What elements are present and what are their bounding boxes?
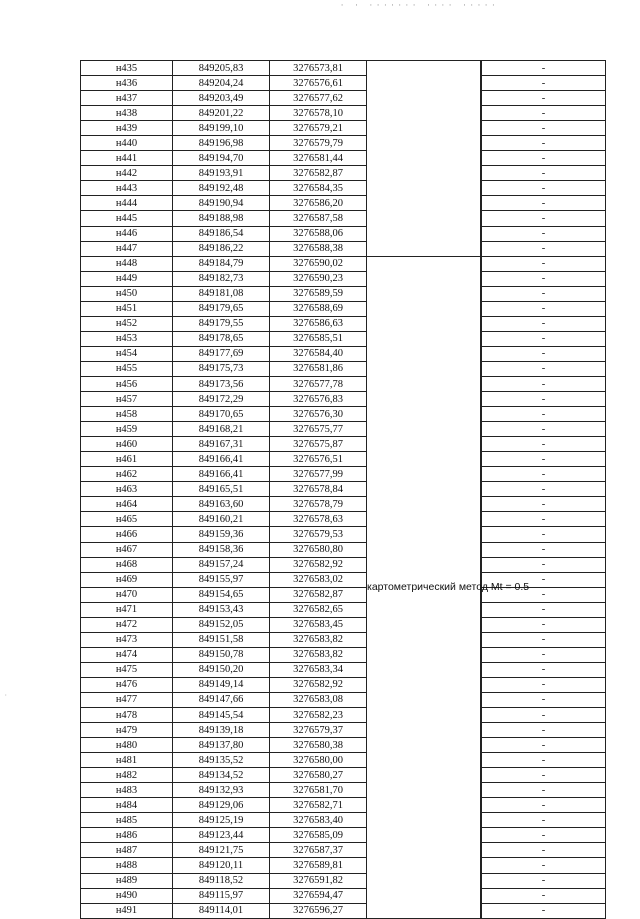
- accuracy-cell: -: [482, 241, 606, 256]
- point-id-cell: н473: [81, 632, 173, 647]
- table-row: [81, 346, 606, 361]
- point-id-cell: н440: [81, 136, 173, 151]
- y-coordinate-cell: 3276579,53: [270, 527, 367, 542]
- point-id-cell: н471: [81, 602, 173, 617]
- accuracy-cell: -: [482, 121, 606, 136]
- y-coordinate-cell: 3276583,45: [270, 617, 367, 632]
- coordinates-table: [80, 60, 606, 919]
- x-coordinate-cell: 849158,36: [173, 542, 270, 557]
- point-id-cell: н466: [81, 527, 173, 542]
- x-coordinate-cell: 849186,54: [173, 226, 270, 241]
- accuracy-cell: -: [482, 106, 606, 121]
- accuracy-cell: -: [482, 76, 606, 91]
- y-coordinate-cell: 3276578,10: [270, 106, 367, 121]
- accuracy-cell: -: [482, 301, 606, 316]
- accuracy-cell: -: [482, 903, 606, 918]
- accuracy-cell: -: [482, 858, 606, 873]
- accuracy-cell: -: [482, 376, 606, 391]
- x-coordinate-cell: 849123,44: [173, 828, 270, 843]
- accuracy-cell: -: [482, 798, 606, 813]
- table-row: [81, 271, 606, 286]
- table-row: [81, 858, 606, 873]
- x-coordinate-cell: 849120,11: [173, 858, 270, 873]
- accuracy-cell: -: [482, 512, 606, 527]
- accuracy-cell: -: [482, 572, 606, 587]
- accuracy-cell: -: [482, 226, 606, 241]
- accuracy-cell: -: [482, 437, 606, 452]
- table-row: [81, 91, 606, 106]
- table-row: [81, 392, 606, 407]
- point-id-cell: н456: [81, 376, 173, 391]
- table-row: [81, 211, 606, 226]
- x-coordinate-cell: 849118,52: [173, 873, 270, 888]
- y-coordinate-cell: 3276587,58: [270, 211, 367, 226]
- y-coordinate-cell: 3276581,44: [270, 151, 367, 166]
- table-row: [81, 843, 606, 858]
- accuracy-cell: -: [482, 783, 606, 798]
- y-coordinate-cell: 3276583,08: [270, 692, 367, 707]
- point-id-cell: н479: [81, 723, 173, 738]
- point-id-cell: н470: [81, 587, 173, 602]
- y-coordinate-cell: 3276575,77: [270, 422, 367, 437]
- point-id-cell: н438: [81, 106, 173, 121]
- table-row: [81, 753, 606, 768]
- point-id-cell: н486: [81, 828, 173, 843]
- x-coordinate-cell: 849194,70: [173, 151, 270, 166]
- y-coordinate-cell: 3276578,63: [270, 512, 367, 527]
- table-row: [81, 813, 606, 828]
- accuracy-cell: -: [482, 482, 606, 497]
- x-coordinate-cell: 849152,05: [173, 617, 270, 632]
- y-coordinate-cell: 3276585,09: [270, 828, 367, 843]
- y-coordinate-cell: 3276583,40: [270, 813, 367, 828]
- x-coordinate-cell: 849145,54: [173, 708, 270, 723]
- accuracy-cell: -: [482, 677, 606, 692]
- point-id-cell: н478: [81, 708, 173, 723]
- table-row: [81, 256, 606, 271]
- table-row: [81, 316, 606, 331]
- table-row: [81, 828, 606, 843]
- point-id-cell: н449: [81, 271, 173, 286]
- point-id-cell: н467: [81, 542, 173, 557]
- y-coordinate-cell: 3276580,00: [270, 753, 367, 768]
- y-coordinate-cell: 3276577,99: [270, 467, 367, 482]
- point-id-cell: н481: [81, 753, 173, 768]
- y-coordinate-cell: 3276591,82: [270, 873, 367, 888]
- y-coordinate-cell: 3276586,20: [270, 196, 367, 211]
- accuracy-cell: -: [482, 61, 606, 76]
- x-coordinate-cell: 849159,36: [173, 527, 270, 542]
- point-id-cell: н443: [81, 181, 173, 196]
- point-id-cell: н444: [81, 196, 173, 211]
- point-id-cell: н465: [81, 512, 173, 527]
- table-row: [81, 136, 606, 151]
- y-coordinate-cell: 3276576,51: [270, 452, 367, 467]
- point-id-cell: н457: [81, 392, 173, 407]
- accuracy-cell: -: [482, 181, 606, 196]
- point-id-cell: н442: [81, 166, 173, 181]
- y-coordinate-cell: 3276590,23: [270, 271, 367, 286]
- x-coordinate-cell: 849114,01: [173, 903, 270, 918]
- y-coordinate-cell: 3276596,27: [270, 903, 367, 918]
- point-id-cell: н462: [81, 467, 173, 482]
- accuracy-cell: -: [482, 647, 606, 662]
- table-row: [81, 61, 606, 76]
- point-id-cell: н474: [81, 647, 173, 662]
- x-coordinate-cell: 849179,55: [173, 316, 270, 331]
- x-coordinate-cell: 849178,65: [173, 331, 270, 346]
- accuracy-cell: -: [482, 361, 606, 376]
- accuracy-cell: -: [482, 527, 606, 542]
- y-coordinate-cell: 3276588,69: [270, 301, 367, 316]
- table-row: [81, 647, 606, 662]
- y-coordinate-cell: 3276580,38: [270, 738, 367, 753]
- point-id-cell: н460: [81, 437, 173, 452]
- table-row: [81, 617, 606, 632]
- x-coordinate-cell: 849170,65: [173, 407, 270, 422]
- point-id-cell: н446: [81, 226, 173, 241]
- table-row: [81, 151, 606, 166]
- accuracy-cell: -: [482, 602, 606, 617]
- table-row: [81, 903, 606, 918]
- y-coordinate-cell: 3276580,27: [270, 768, 367, 783]
- point-id-cell: н453: [81, 331, 173, 346]
- point-id-cell: н445: [81, 211, 173, 226]
- y-coordinate-cell: 3276578,79: [270, 497, 367, 512]
- accuracy-cell: -: [482, 692, 606, 707]
- y-coordinate-cell: 3276579,37: [270, 723, 367, 738]
- x-coordinate-cell: 849121,75: [173, 843, 270, 858]
- x-coordinate-cell: 849172,29: [173, 392, 270, 407]
- table-row: [81, 301, 606, 316]
- table-row: [81, 692, 606, 707]
- table-row: [81, 407, 606, 422]
- x-coordinate-cell: 849203,49: [173, 91, 270, 106]
- y-coordinate-cell: 3276584,40: [270, 346, 367, 361]
- accuracy-cell: -: [482, 346, 606, 361]
- accuracy-cell: -: [482, 331, 606, 346]
- accuracy-cell: -: [482, 211, 606, 226]
- y-coordinate-cell: 3276582,23: [270, 708, 367, 723]
- accuracy-cell: -: [482, 557, 606, 572]
- point-id-cell: н454: [81, 346, 173, 361]
- accuracy-cell: -: [482, 813, 606, 828]
- x-coordinate-cell: 849177,69: [173, 346, 270, 361]
- table-row: [81, 632, 606, 647]
- x-coordinate-cell: 849129,06: [173, 798, 270, 813]
- point-id-cell: н487: [81, 843, 173, 858]
- y-coordinate-cell: 3276583,82: [270, 632, 367, 647]
- y-coordinate-cell: 3276583,82: [270, 647, 367, 662]
- point-id-cell: н480: [81, 738, 173, 753]
- x-coordinate-cell: 849157,24: [173, 557, 270, 572]
- point-id-cell: н483: [81, 783, 173, 798]
- table-row: [81, 166, 606, 181]
- y-coordinate-cell: 3276582,92: [270, 677, 367, 692]
- point-id-cell: н475: [81, 662, 173, 677]
- point-id-cell: н439: [81, 121, 173, 136]
- x-coordinate-cell: 849151,58: [173, 632, 270, 647]
- point-id-cell: н477: [81, 692, 173, 707]
- table-row: [81, 331, 606, 346]
- x-coordinate-cell: 849192,48: [173, 181, 270, 196]
- accuracy-cell: -: [482, 738, 606, 753]
- table-row: [81, 738, 606, 753]
- x-coordinate-cell: 849125,19: [173, 813, 270, 828]
- accuracy-cell: -: [482, 271, 606, 286]
- x-coordinate-cell: 849179,65: [173, 301, 270, 316]
- point-id-cell: н458: [81, 407, 173, 422]
- y-coordinate-cell: 3276578,84: [270, 482, 367, 497]
- x-coordinate-cell: 849188,98: [173, 211, 270, 226]
- accuracy-cell: -: [482, 768, 606, 783]
- accuracy-cell: -: [482, 452, 606, 467]
- y-coordinate-cell: 3276588,06: [270, 226, 367, 241]
- table-row: [81, 708, 606, 723]
- y-coordinate-cell: 3276582,71: [270, 798, 367, 813]
- point-id-cell: н452: [81, 316, 173, 331]
- point-id-cell: н485: [81, 813, 173, 828]
- y-coordinate-cell: 3276577,78: [270, 376, 367, 391]
- x-coordinate-cell: 849165,51: [173, 482, 270, 497]
- method-cell-empty: [367, 61, 481, 257]
- y-coordinate-cell: 3276584,35: [270, 181, 367, 196]
- table-row: [81, 482, 606, 497]
- table-row: [81, 873, 606, 888]
- accuracy-cell: -: [482, 632, 606, 647]
- accuracy-cell: -: [482, 91, 606, 106]
- scan-header-marks: · · ······· ···· ·····: [340, 2, 499, 10]
- x-coordinate-cell: 849163,60: [173, 497, 270, 512]
- x-coordinate-cell: 849193,91: [173, 166, 270, 181]
- y-coordinate-cell: 3276580,80: [270, 542, 367, 557]
- y-coordinate-cell: 3276589,81: [270, 858, 367, 873]
- accuracy-cell: -: [482, 708, 606, 723]
- accuracy-cell: -: [482, 467, 606, 482]
- table-row: [81, 527, 606, 542]
- accuracy-cell: -: [482, 136, 606, 151]
- point-id-cell: н441: [81, 151, 173, 166]
- accuracy-cell: -: [482, 196, 606, 211]
- point-id-cell: н455: [81, 361, 173, 376]
- x-coordinate-cell: 849201,22: [173, 106, 270, 121]
- point-id-cell: н461: [81, 452, 173, 467]
- x-coordinate-cell: 849115,97: [173, 888, 270, 903]
- point-id-cell: н476: [81, 677, 173, 692]
- accuracy-cell: -: [482, 723, 606, 738]
- table-row: [81, 497, 606, 512]
- y-coordinate-cell: 3276581,86: [270, 361, 367, 376]
- accuracy-cell: -: [482, 316, 606, 331]
- x-coordinate-cell: 849168,21: [173, 422, 270, 437]
- table-row: [81, 602, 606, 617]
- table-row: [81, 196, 606, 211]
- table-row: [81, 467, 606, 482]
- accuracy-cell: -: [482, 407, 606, 422]
- y-coordinate-cell: 3276594,47: [270, 888, 367, 903]
- x-coordinate-cell: 849184,79: [173, 256, 270, 271]
- x-coordinate-cell: 849166,41: [173, 452, 270, 467]
- point-id-cell: н436: [81, 76, 173, 91]
- point-id-cell: н489: [81, 873, 173, 888]
- accuracy-cell: -: [482, 392, 606, 407]
- accuracy-cell: -: [482, 422, 606, 437]
- y-coordinate-cell: 3276582,87: [270, 166, 367, 181]
- x-coordinate-cell: 849182,73: [173, 271, 270, 286]
- point-id-cell: н469: [81, 572, 173, 587]
- table-row: [81, 557, 606, 572]
- table-row: [81, 121, 606, 136]
- table-row: [81, 542, 606, 557]
- accuracy-cell: -: [482, 542, 606, 557]
- accuracy-cell: -: [482, 753, 606, 768]
- y-coordinate-cell: 3276575,87: [270, 437, 367, 452]
- table-row: [81, 677, 606, 692]
- x-coordinate-cell: 849150,20: [173, 662, 270, 677]
- x-coordinate-cell: 849199,10: [173, 121, 270, 136]
- point-id-cell: н463: [81, 482, 173, 497]
- y-coordinate-cell: 3276576,61: [270, 76, 367, 91]
- y-coordinate-cell: 3276582,92: [270, 557, 367, 572]
- accuracy-cell: -: [482, 286, 606, 301]
- table-row: [81, 181, 606, 196]
- y-coordinate-cell: 3276573,81: [270, 61, 367, 76]
- x-coordinate-cell: 849205,83: [173, 61, 270, 76]
- x-coordinate-cell: 849204,24: [173, 76, 270, 91]
- point-id-cell: н490: [81, 888, 173, 903]
- accuracy-cell: -: [482, 256, 606, 271]
- table-row: [81, 512, 606, 527]
- accuracy-cell: -: [482, 828, 606, 843]
- x-coordinate-cell: 849153,43: [173, 602, 270, 617]
- y-coordinate-cell: 3276583,34: [270, 662, 367, 677]
- x-coordinate-cell: 849134,52: [173, 768, 270, 783]
- point-id-cell: н472: [81, 617, 173, 632]
- x-coordinate-cell: 849186,22: [173, 241, 270, 256]
- x-coordinate-cell: 849149,14: [173, 677, 270, 692]
- x-coordinate-cell: 849155,97: [173, 572, 270, 587]
- point-id-cell: н451: [81, 301, 173, 316]
- x-coordinate-cell: 849137,80: [173, 738, 270, 753]
- accuracy-cell: -: [482, 166, 606, 181]
- table-row: [81, 76, 606, 91]
- y-coordinate-cell: 3276589,59: [270, 286, 367, 301]
- table-row: [81, 662, 606, 677]
- x-coordinate-cell: 849175,73: [173, 361, 270, 376]
- y-coordinate-cell: 3276579,21: [270, 121, 367, 136]
- y-coordinate-cell: 3276577,62: [270, 91, 367, 106]
- point-id-cell: н484: [81, 798, 173, 813]
- point-id-cell: н491: [81, 903, 173, 918]
- table-row: [81, 437, 606, 452]
- point-id-cell: н464: [81, 497, 173, 512]
- y-coordinate-cell: 3276579,79: [270, 136, 367, 151]
- table-row: [81, 422, 606, 437]
- x-coordinate-cell: 849150,78: [173, 647, 270, 662]
- table-row: [81, 768, 606, 783]
- x-coordinate-cell: 849173,56: [173, 376, 270, 391]
- x-coordinate-cell: 849196,98: [173, 136, 270, 151]
- accuracy-cell: -: [482, 888, 606, 903]
- y-coordinate-cell: 3276581,70: [270, 783, 367, 798]
- x-coordinate-cell: 849160,21: [173, 512, 270, 527]
- table-row: [81, 783, 606, 798]
- x-coordinate-cell: 849181,08: [173, 286, 270, 301]
- table-row: [81, 106, 606, 121]
- table-row: [81, 376, 606, 391]
- accuracy-cell: -: [482, 662, 606, 677]
- y-coordinate-cell: 3276586,63: [270, 316, 367, 331]
- point-id-cell: н437: [81, 91, 173, 106]
- point-id-cell: н435: [81, 61, 173, 76]
- point-id-cell: н482: [81, 768, 173, 783]
- y-coordinate-cell: 3276585,51: [270, 331, 367, 346]
- x-coordinate-cell: 849190,94: [173, 196, 270, 211]
- table-row: [81, 241, 606, 256]
- y-coordinate-cell: 3276576,83: [270, 392, 367, 407]
- table-row: [81, 888, 606, 903]
- accuracy-cell: -: [482, 617, 606, 632]
- point-id-cell: н447: [81, 241, 173, 256]
- method-cell: картометрический метод Mt = 0.5: [367, 256, 481, 918]
- y-coordinate-cell: 3276588,38: [270, 241, 367, 256]
- table-row: [81, 798, 606, 813]
- table-row: [81, 361, 606, 376]
- accuracy-cell: -: [482, 151, 606, 166]
- y-coordinate-cell: 3276582,87: [270, 587, 367, 602]
- accuracy-cell: -: [482, 587, 606, 602]
- accuracy-cell: -: [482, 873, 606, 888]
- scan-side-mark: ·: [4, 692, 8, 699]
- table-row: [81, 452, 606, 467]
- table-row: [81, 226, 606, 241]
- point-id-cell: н450: [81, 286, 173, 301]
- x-coordinate-cell: 849166,41: [173, 467, 270, 482]
- y-coordinate-cell: 3276587,37: [270, 843, 367, 858]
- x-coordinate-cell: 849154,65: [173, 587, 270, 602]
- y-coordinate-cell: 3276583,02: [270, 572, 367, 587]
- x-coordinate-cell: 849147,66: [173, 692, 270, 707]
- accuracy-cell: -: [482, 843, 606, 858]
- y-coordinate-cell: 3276582,65: [270, 602, 367, 617]
- table-row: [81, 286, 606, 301]
- table-row: [81, 723, 606, 738]
- point-id-cell: н468: [81, 557, 173, 572]
- accuracy-cell: -: [482, 497, 606, 512]
- x-coordinate-cell: 849167,31: [173, 437, 270, 452]
- y-coordinate-cell: 3276590,02: [270, 256, 367, 271]
- x-coordinate-cell: 849132,93: [173, 783, 270, 798]
- point-id-cell: н448: [81, 256, 173, 271]
- x-coordinate-cell: 849135,52: [173, 753, 270, 768]
- x-coordinate-cell: 849139,18: [173, 723, 270, 738]
- y-coordinate-cell: 3276576,30: [270, 407, 367, 422]
- point-id-cell: н459: [81, 422, 173, 437]
- point-id-cell: н488: [81, 858, 173, 873]
